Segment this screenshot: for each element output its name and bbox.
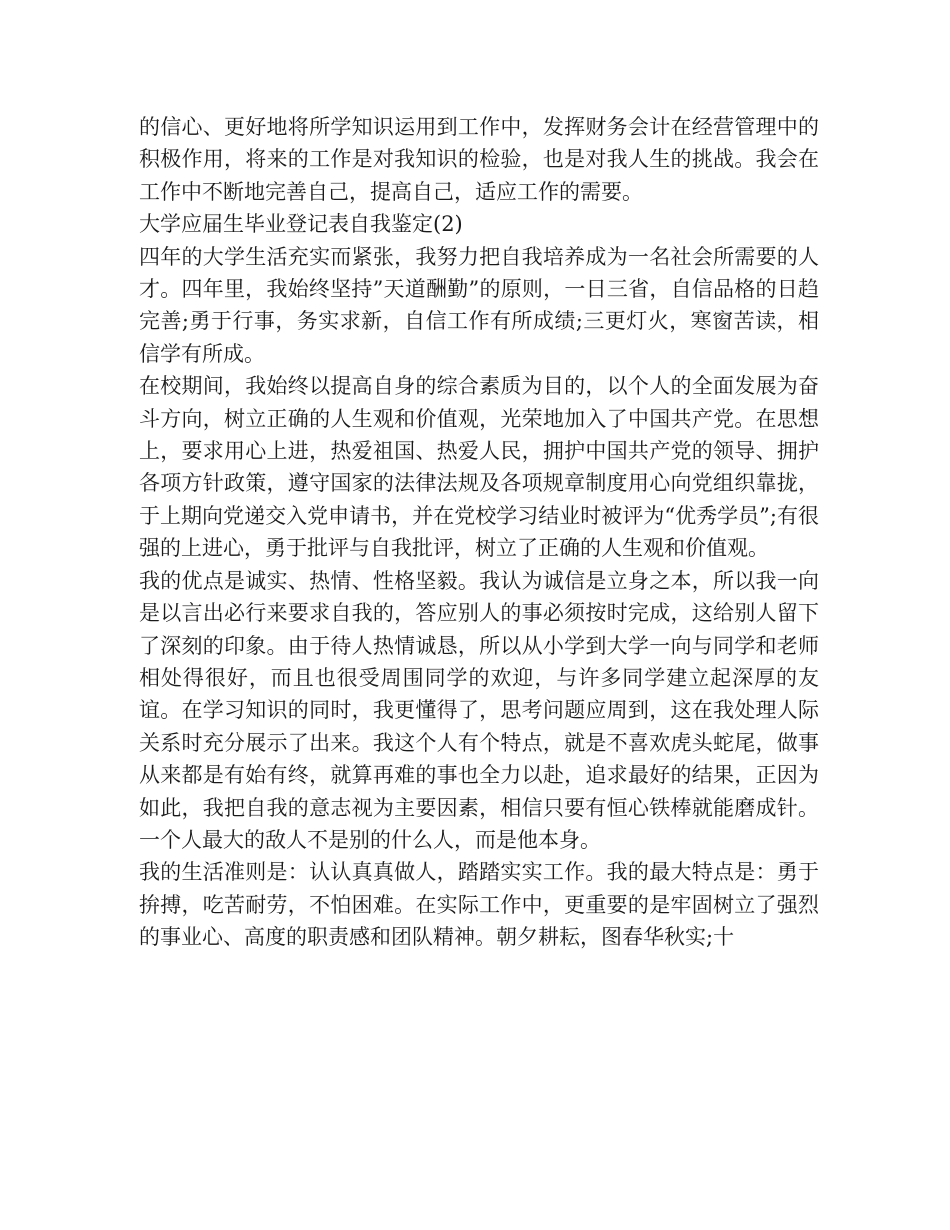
paragraph-3: 我的优点是诚实、热情、性格坚毅。我认为诚信是立身之本，所以我一向是以言出必行来要求自我的，答应别人的事必须按时完成，这给别人留下了深刻的印象。由于待人热情诚恳，所以从小学到大学一向与同学和老师相处得很好，而且也很受周围同学的欢迎，与许多同学建立起深厚的友谊。在学习知识的同时，我更懂得了，思考问题应周到，这在我处理人际关系时充分展示了出来。我这个人有个特点，就是不喜欢虎头蛇尾，做事从来都是有始有终，就算再难的事也全力以赴，追求最好的结果，正因为如此，我把自我的意志视为主要因素，相信只要有恒心铁棒就能磨成针。一个人最大的敌人不是别的什么人，而是他本身。: [139, 568, 819, 852]
document-body: [139, 111, 819, 954]
paragraph-continued: 的信心、更好地将所学知识运用到工作中，发挥财务会计在经营管理中的积极作用，将来的工作是对我知识的检验，也是对我人生的挑战。我会在工作中不断地完善自己，提高自己，适应工作的需要。: [139, 115, 819, 204]
section-title: 大学应届生毕业登记表自我鉴定(2): [139, 212, 463, 237]
paragraph-1: 四年的大学生活充实而紧张，我努力把自我培养成为一名社会所需要的人才。四年里，我始终坚持”天道酬勤”的原则，一日三省，自信品格的日趋完善;勇于行事，务实求新，自信工作有所成绩;三更灯火，寒窗苦读，相信学有所成。: [139, 244, 819, 366]
paragraph-2: 在校期间，我始终以提高自身的综合素质为目的，以个人的全面发展为奋斗方向，树立正确的人生观和价值观，光荣地加入了中国共产党。在思想上，要求用心上进，热爱祖国、热爱人民，拥护中国共产党的领导、拥护各项方针政策，遵守国家的法律法规及各项规章制度用心向党组织靠拢，于上期向党递交入党申请书，并在党校学习结业时被评为“优秀学员”;有很强的上进心，勇于批评与自我批评，树立了正确的人生观和价值观。: [139, 374, 819, 561]
paragraph-4: 我的生活准则是：认认真真做人，踏踏实实工作。我的最大特点是：勇于拚搏，吃苦耐劳，不怕困难。在实际工作中，更重要的是牢固树立了强烈的事业心、高度的职责感和团队精神。朝夕耕耘，图春华秋实;十: [139, 860, 819, 950]
